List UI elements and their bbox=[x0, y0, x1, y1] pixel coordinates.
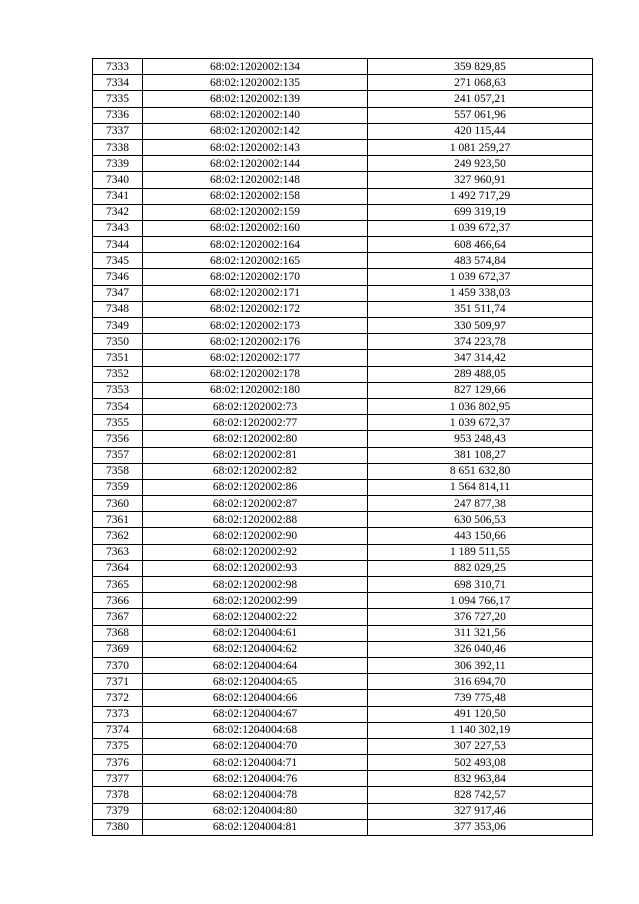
cadastral-number-cell: 68:02:1204002:22 bbox=[143, 609, 368, 625]
table-row bbox=[93, 172, 593, 188]
table-row bbox=[93, 301, 593, 317]
table-row bbox=[93, 447, 593, 463]
row-number-cell: 7374 bbox=[93, 722, 143, 738]
cadastral-value-cell: 739 775,48 bbox=[368, 690, 593, 706]
table-row bbox=[93, 91, 593, 107]
table-row bbox=[93, 415, 593, 431]
row-number-cell: 7343 bbox=[93, 220, 143, 236]
cadastral-value-cell: 1 039 672,37 bbox=[368, 269, 593, 285]
cadastral-number-cell: 68:02:1202002:164 bbox=[143, 237, 368, 253]
row-number-cell: 7338 bbox=[93, 139, 143, 155]
cadastral-number-cell: 68:02:1202002:142 bbox=[143, 123, 368, 139]
cadastral-value-cell: 630 506,53 bbox=[368, 512, 593, 528]
row-number-cell: 7333 bbox=[93, 59, 143, 75]
row-number-cell: 7380 bbox=[93, 819, 143, 835]
cadastral-number-cell: 68:02:1202002:159 bbox=[143, 204, 368, 220]
cadastral-number-cell: 68:02:1202002:143 bbox=[143, 139, 368, 155]
row-number-cell: 7356 bbox=[93, 431, 143, 447]
cadastral-value-cell: 351 511,74 bbox=[368, 301, 593, 317]
table-row bbox=[93, 560, 593, 576]
table-row bbox=[93, 577, 593, 593]
row-number-cell: 7350 bbox=[93, 334, 143, 350]
table-row bbox=[93, 59, 593, 75]
cadastral-number-cell: 68:02:1204004:64 bbox=[143, 657, 368, 673]
table-row bbox=[93, 237, 593, 253]
row-number-cell: 7344 bbox=[93, 237, 143, 253]
table-row bbox=[93, 755, 593, 771]
cadastral-number-cell: 68:02:1204004:68 bbox=[143, 722, 368, 738]
row-number-cell: 7334 bbox=[93, 75, 143, 91]
cadastral-value-table bbox=[92, 58, 593, 836]
cadastral-number-cell: 68:02:1202002:135 bbox=[143, 75, 368, 91]
cadastral-value-cell: 374 223,78 bbox=[368, 334, 593, 350]
cadastral-value-cell: 698 310,71 bbox=[368, 577, 593, 593]
row-number-cell: 7340 bbox=[93, 172, 143, 188]
row-number-cell: 7357 bbox=[93, 447, 143, 463]
cadastral-value-cell: 557 061,96 bbox=[368, 107, 593, 123]
cadastral-value-cell: 247 877,38 bbox=[368, 496, 593, 512]
row-number-cell: 7345 bbox=[93, 253, 143, 269]
table-row bbox=[93, 382, 593, 398]
table-row bbox=[93, 431, 593, 447]
cadastral-value-cell: 443 150,66 bbox=[368, 528, 593, 544]
cadastral-value-cell: 381 108,27 bbox=[368, 447, 593, 463]
cadastral-value-cell: 1 564 814,11 bbox=[368, 479, 593, 495]
row-number-cell: 7375 bbox=[93, 738, 143, 754]
table-body bbox=[93, 59, 593, 836]
table-row bbox=[93, 139, 593, 155]
cadastral-number-cell: 68:02:1202002:173 bbox=[143, 318, 368, 334]
row-number-cell: 7339 bbox=[93, 156, 143, 172]
cadastral-number-cell: 68:02:1202002:80 bbox=[143, 431, 368, 447]
table-row bbox=[93, 609, 593, 625]
cadastral-number-cell: 68:02:1204004:66 bbox=[143, 690, 368, 706]
cadastral-number-cell: 68:02:1202002:93 bbox=[143, 560, 368, 576]
cadastral-value-cell: 1 140 302,19 bbox=[368, 722, 593, 738]
table-row bbox=[93, 463, 593, 479]
cadastral-number-cell: 68:02:1202002:81 bbox=[143, 447, 368, 463]
cadastral-value-cell: 307 227,53 bbox=[368, 738, 593, 754]
cadastral-number-cell: 68:02:1204004:61 bbox=[143, 625, 368, 641]
table-row bbox=[93, 625, 593, 641]
table-row bbox=[93, 528, 593, 544]
cadastral-value-cell: 491 120,50 bbox=[368, 706, 593, 722]
row-number-cell: 7366 bbox=[93, 593, 143, 609]
table-row bbox=[93, 544, 593, 560]
cadastral-value-cell: 330 509,97 bbox=[368, 318, 593, 334]
row-number-cell: 7370 bbox=[93, 657, 143, 673]
row-number-cell: 7354 bbox=[93, 398, 143, 414]
cadastral-number-cell: 68:02:1202002:134 bbox=[143, 59, 368, 75]
table-row bbox=[93, 593, 593, 609]
table-row bbox=[93, 690, 593, 706]
cadastral-value-cell: 376 727,20 bbox=[368, 609, 593, 625]
table-row bbox=[93, 188, 593, 204]
cadastral-number-cell: 68:02:1204004:71 bbox=[143, 755, 368, 771]
table-row bbox=[93, 674, 593, 690]
table-row bbox=[93, 771, 593, 787]
row-number-cell: 7372 bbox=[93, 690, 143, 706]
row-number-cell: 7342 bbox=[93, 204, 143, 220]
cadastral-value-cell: 311 321,56 bbox=[368, 625, 593, 641]
cadastral-value-cell: 271 068,63 bbox=[368, 75, 593, 91]
cadastral-value-cell: 827 129,66 bbox=[368, 382, 593, 398]
cadastral-value-cell: 241 057,21 bbox=[368, 91, 593, 107]
table-row bbox=[93, 803, 593, 819]
cadastral-value-cell: 327 960,91 bbox=[368, 172, 593, 188]
table-row bbox=[93, 641, 593, 657]
cadastral-value-cell: 306 392,11 bbox=[368, 657, 593, 673]
cadastral-number-cell: 68:02:1202002:158 bbox=[143, 188, 368, 204]
row-number-cell: 7353 bbox=[93, 382, 143, 398]
row-number-cell: 7379 bbox=[93, 803, 143, 819]
row-number-cell: 7373 bbox=[93, 706, 143, 722]
cadastral-value-cell: 289 488,05 bbox=[368, 366, 593, 382]
cadastral-value-cell: 882 029,25 bbox=[368, 560, 593, 576]
cadastral-value-cell: 483 574,84 bbox=[368, 253, 593, 269]
cadastral-value-cell: 8 651 632,80 bbox=[368, 463, 593, 479]
cadastral-value-cell: 1 036 802,95 bbox=[368, 398, 593, 414]
table-row bbox=[93, 220, 593, 236]
cadastral-value-cell: 1 094 766,17 bbox=[368, 593, 593, 609]
table-row bbox=[93, 512, 593, 528]
cadastral-value-cell: 1 189 511,55 bbox=[368, 544, 593, 560]
cadastral-number-cell: 68:02:1202002:99 bbox=[143, 593, 368, 609]
table-row bbox=[93, 398, 593, 414]
cadastral-number-cell: 68:02:1202002:90 bbox=[143, 528, 368, 544]
cadastral-number-cell: 68:02:1202002:144 bbox=[143, 156, 368, 172]
table-row bbox=[93, 318, 593, 334]
row-number-cell: 7355 bbox=[93, 415, 143, 431]
cadastral-value-cell: 327 917,46 bbox=[368, 803, 593, 819]
cadastral-value-cell: 502 493,08 bbox=[368, 755, 593, 771]
table-row bbox=[93, 204, 593, 220]
table-row bbox=[93, 350, 593, 366]
row-number-cell: 7336 bbox=[93, 107, 143, 123]
cadastral-number-cell: 68:02:1202002:92 bbox=[143, 544, 368, 560]
row-number-cell: 7347 bbox=[93, 285, 143, 301]
cadastral-number-cell: 68:02:1202002:180 bbox=[143, 382, 368, 398]
table-row bbox=[93, 366, 593, 382]
row-number-cell: 7359 bbox=[93, 479, 143, 495]
row-number-cell: 7364 bbox=[93, 560, 143, 576]
cadastral-value-cell: 377 353,06 bbox=[368, 819, 593, 835]
cadastral-number-cell: 68:02:1202002:171 bbox=[143, 285, 368, 301]
cadastral-number-cell: 68:02:1204004:76 bbox=[143, 771, 368, 787]
row-number-cell: 7346 bbox=[93, 269, 143, 285]
cadastral-number-cell: 68:02:1202002:160 bbox=[143, 220, 368, 236]
row-number-cell: 7365 bbox=[93, 577, 143, 593]
cadastral-value-cell: 953 248,43 bbox=[368, 431, 593, 447]
table-row bbox=[93, 819, 593, 835]
cadastral-number-cell: 68:02:1204004:62 bbox=[143, 641, 368, 657]
table-row bbox=[93, 107, 593, 123]
cadastral-value-cell: 347 314,42 bbox=[368, 350, 593, 366]
cadastral-value-cell: 832 963,84 bbox=[368, 771, 593, 787]
cadastral-number-cell: 68:02:1202002:165 bbox=[143, 253, 368, 269]
row-number-cell: 7348 bbox=[93, 301, 143, 317]
row-number-cell: 7371 bbox=[93, 674, 143, 690]
cadastral-value-cell: 1 492 717,29 bbox=[368, 188, 593, 204]
cadastral-number-cell: 68:02:1202002:77 bbox=[143, 415, 368, 431]
table-row bbox=[93, 269, 593, 285]
table-row bbox=[93, 253, 593, 269]
cadastral-value-cell: 316 694,70 bbox=[368, 674, 593, 690]
table-row bbox=[93, 75, 593, 91]
cadastral-number-cell: 68:02:1202002:88 bbox=[143, 512, 368, 528]
cadastral-number-cell: 68:02:1204004:78 bbox=[143, 787, 368, 803]
row-number-cell: 7349 bbox=[93, 318, 143, 334]
cadastral-number-cell: 68:02:1204004:67 bbox=[143, 706, 368, 722]
cadastral-number-cell: 68:02:1202002:82 bbox=[143, 463, 368, 479]
row-number-cell: 7369 bbox=[93, 641, 143, 657]
cadastral-value-cell: 1 081 259,27 bbox=[368, 139, 593, 155]
cadastral-value-cell: 608 466,64 bbox=[368, 237, 593, 253]
cadastral-number-cell: 68:02:1202002:87 bbox=[143, 496, 368, 512]
cadastral-value-cell: 699 319,19 bbox=[368, 204, 593, 220]
cadastral-number-cell: 68:02:1202002:170 bbox=[143, 269, 368, 285]
row-number-cell: 7377 bbox=[93, 771, 143, 787]
cadastral-number-cell: 68:02:1202002:172 bbox=[143, 301, 368, 317]
cadastral-value-cell: 420 115,44 bbox=[368, 123, 593, 139]
table-row bbox=[93, 123, 593, 139]
cadastral-number-cell: 68:02:1202002:98 bbox=[143, 577, 368, 593]
table-row bbox=[93, 657, 593, 673]
cadastral-number-cell: 68:02:1204004:65 bbox=[143, 674, 368, 690]
cadastral-value-cell: 828 742,57 bbox=[368, 787, 593, 803]
cadastral-number-cell: 68:02:1202002:139 bbox=[143, 91, 368, 107]
row-number-cell: 7378 bbox=[93, 787, 143, 803]
cadastral-number-cell: 68:02:1202002:86 bbox=[143, 479, 368, 495]
table-row bbox=[93, 496, 593, 512]
cadastral-value-cell: 1 039 672,37 bbox=[368, 220, 593, 236]
cadastral-number-cell: 68:02:1204004:80 bbox=[143, 803, 368, 819]
cadastral-number-cell: 68:02:1202002:73 bbox=[143, 398, 368, 414]
row-number-cell: 7367 bbox=[93, 609, 143, 625]
row-number-cell: 7363 bbox=[93, 544, 143, 560]
table-row bbox=[93, 738, 593, 754]
row-number-cell: 7368 bbox=[93, 625, 143, 641]
cadastral-number-cell: 68:02:1202002:178 bbox=[143, 366, 368, 382]
cadastral-value-cell: 1 039 672,37 bbox=[368, 415, 593, 431]
table-row bbox=[93, 706, 593, 722]
table-row bbox=[93, 285, 593, 301]
row-number-cell: 7362 bbox=[93, 528, 143, 544]
cadastral-number-cell: 68:02:1202002:148 bbox=[143, 172, 368, 188]
cadastral-number-cell: 68:02:1202002:177 bbox=[143, 350, 368, 366]
table-row bbox=[93, 479, 593, 495]
row-number-cell: 7376 bbox=[93, 755, 143, 771]
table-row bbox=[93, 156, 593, 172]
table-row bbox=[93, 787, 593, 803]
row-number-cell: 7352 bbox=[93, 366, 143, 382]
row-number-cell: 7337 bbox=[93, 123, 143, 139]
row-number-cell: 7335 bbox=[93, 91, 143, 107]
row-number-cell: 7361 bbox=[93, 512, 143, 528]
cadastral-number-cell: 68:02:1204004:70 bbox=[143, 738, 368, 754]
cadastral-number-cell: 68:02:1202002:140 bbox=[143, 107, 368, 123]
row-number-cell: 7358 bbox=[93, 463, 143, 479]
cadastral-value-cell: 1 459 338,03 bbox=[368, 285, 593, 301]
cadastral-number-cell: 68:02:1202002:176 bbox=[143, 334, 368, 350]
table-row bbox=[93, 334, 593, 350]
row-number-cell: 7341 bbox=[93, 188, 143, 204]
cadastral-value-cell: 359 829,85 bbox=[368, 59, 593, 75]
row-number-cell: 7360 bbox=[93, 496, 143, 512]
table-row bbox=[93, 722, 593, 738]
cadastral-number-cell: 68:02:1204004:81 bbox=[143, 819, 368, 835]
cadastral-value-cell: 249 923,50 bbox=[368, 156, 593, 172]
row-number-cell: 7351 bbox=[93, 350, 143, 366]
cadastral-value-cell: 326 040,46 bbox=[368, 641, 593, 657]
